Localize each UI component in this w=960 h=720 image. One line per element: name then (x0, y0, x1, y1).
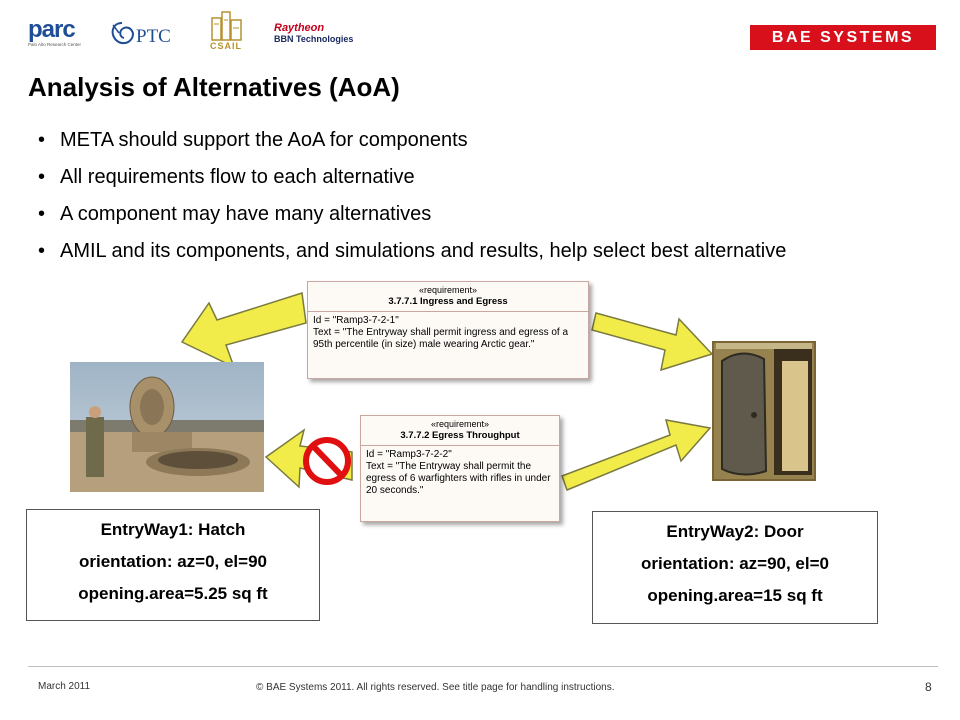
bullet-icon: • (38, 129, 46, 151)
entryway-area: opening.area=5.25 sq ft (78, 584, 268, 603)
requirement-id: Id = "Ramp3-7-2-2" (366, 449, 452, 460)
bullet-icon: • (38, 203, 46, 225)
bbn-logo-text: BBN Technologies (274, 34, 354, 44)
page-number: 8 (925, 680, 932, 694)
slide-title: Analysis of Alternatives (AoA) (28, 72, 400, 102)
bullet-text: All requirements flow to each alternative (60, 166, 415, 188)
requirement-box-ingress-egress (307, 281, 589, 379)
bullet-text: AMIL and its components, and simulations and results, help select best alternative (60, 240, 787, 262)
requirement-stereotype: «requirement» (418, 285, 478, 295)
bullet-icon: • (38, 240, 46, 262)
ptc-logo-text: PTC (136, 26, 171, 47)
parc-logo-subtext: Palo Alto Research Center (28, 42, 82, 47)
entryway-orientation: orientation: az=0, el=90 (78, 552, 267, 571)
footer-copyright: © BAE Systems 2011. All rights reserved. See title page for handling instructions. (256, 682, 615, 693)
requirement-name: 3.7.7.1 Ingress and Egress (388, 296, 508, 307)
bullet-text: META should support the AoA for components (60, 129, 468, 151)
requirement-box-egress-throughput (360, 415, 560, 522)
prohibited-icon (306, 440, 348, 482)
entryway1-box (26, 509, 320, 621)
arrow-right-top (592, 313, 712, 370)
requirement-stereotype: «requirement» (430, 419, 490, 429)
requirement-text: Text = "The Entryway shall permit ingress and egress of a 95th percentile (in size) male wearing Arctic gear." (313, 327, 569, 350)
entryway2-box (592, 511, 878, 624)
bullet-icon: • (38, 166, 46, 188)
arrow-right-bottom (562, 420, 710, 490)
arrow-left-top (182, 293, 306, 367)
bae-systems-logo: BAE SYSTEMS (750, 25, 936, 50)
requirement-id: Id = "Ramp3-7-2-1" (313, 315, 399, 326)
requirement-name: 3.7.7.2 Egress Throughput (400, 430, 520, 441)
parc-logo-text: parc (28, 16, 75, 43)
entryway-name: EntryWay2: Door (666, 522, 804, 541)
entryway-name: EntryWay1: Hatch (100, 520, 246, 539)
footer-divider (28, 666, 938, 667)
hatch-photo (70, 362, 264, 492)
raytheon-logo-text: Raytheon (274, 22, 325, 34)
csail-logo-text: CSAIL (210, 41, 242, 51)
footer-date: March 2011 (38, 681, 91, 692)
door-photo (712, 341, 816, 481)
entryway-area: opening.area=15 sq ft (647, 586, 823, 605)
entryway-orientation: orientation: az=90, el=0 (640, 554, 829, 573)
requirement-text: Text = "The Entryway shall permit the egress of 6 warfighters with rifles in under 20 seconds." (366, 461, 551, 496)
bullet-text: A component may have many alternatives (60, 203, 432, 225)
